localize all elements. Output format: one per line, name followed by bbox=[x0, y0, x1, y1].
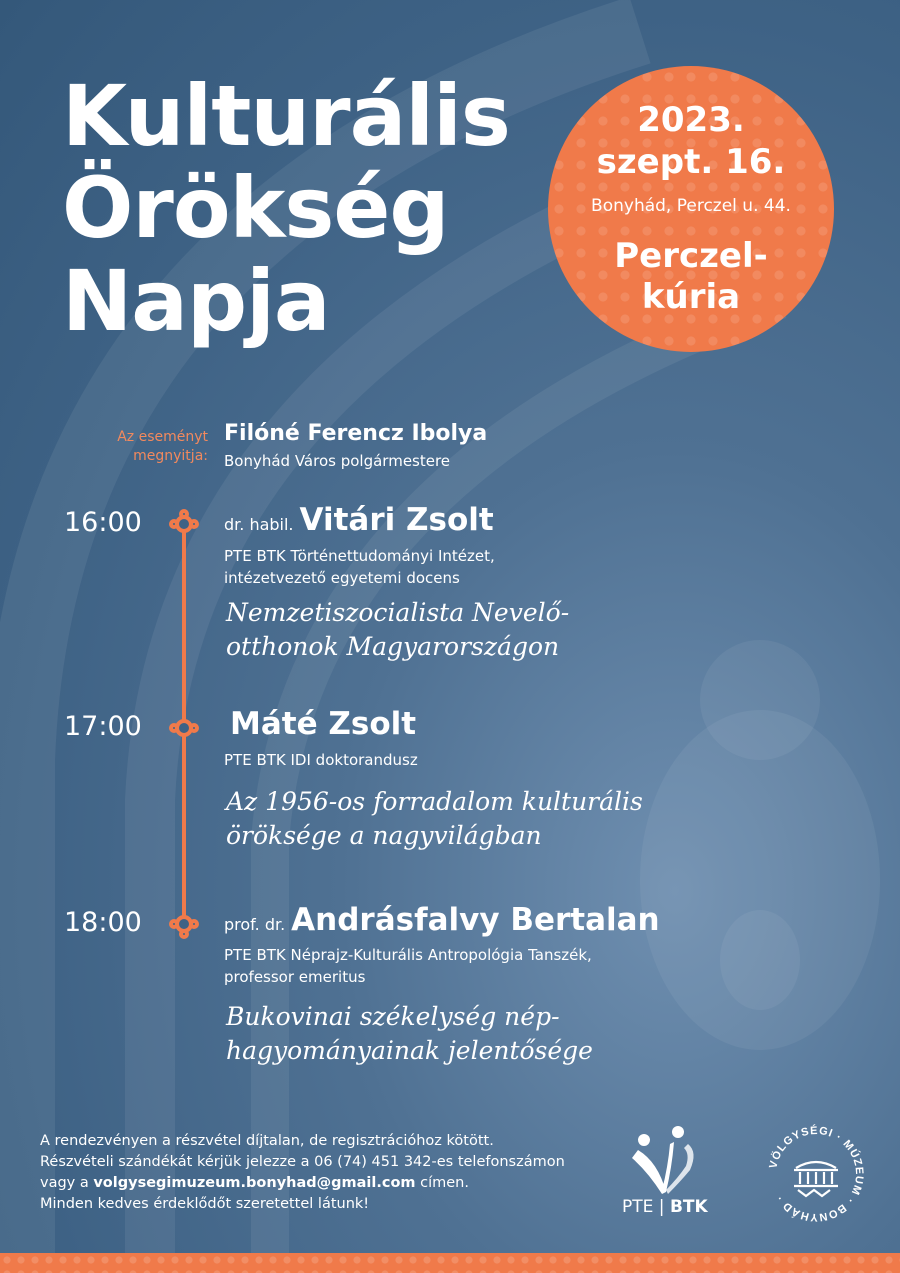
topic-line: Bukovinai székelység nép- bbox=[226, 1002, 560, 1031]
opener-label-line-1: Az eseményt bbox=[117, 429, 208, 445]
contact-email-link[interactable]: volgysegimuzeum.bonyhad@gmail.com bbox=[93, 1175, 416, 1192]
timeline-node-1800 bbox=[171, 917, 197, 937]
title-line-3: Napja bbox=[62, 251, 330, 350]
speaker-affiliation bbox=[224, 945, 592, 989]
registration-info bbox=[40, 1131, 565, 1215]
affiliation-line: intézetvezető egyetemi docens bbox=[224, 568, 460, 587]
footer-line: Minden kedves érdeklődőt szeretettel látunk! bbox=[40, 1196, 370, 1213]
event-venue bbox=[548, 236, 834, 318]
timeline-node-1600 bbox=[171, 511, 197, 531]
museum-ring-text: VÖLGYSÉGI · MÚZEUM · BONYHÁD · bbox=[767, 1124, 866, 1224]
event-year: 2023. bbox=[637, 100, 745, 140]
lecture-topic bbox=[226, 596, 569, 664]
volgysegi-muzeum-logo-icon bbox=[760, 1118, 872, 1230]
venue-line-2: kúria bbox=[641, 276, 741, 317]
footer-text: vagy a bbox=[40, 1175, 94, 1192]
lecture-topic bbox=[226, 1000, 593, 1068]
topic-line: öröksége a nagyvilágban bbox=[226, 820, 542, 850]
affiliation-line: PTE BTK IDI doktorandusz bbox=[224, 751, 418, 769]
topic-line: otthonok Magyarországon bbox=[226, 631, 560, 661]
lecture-topic bbox=[226, 785, 643, 853]
poster-title bbox=[62, 67, 510, 350]
venue-line-1: Perczel- bbox=[614, 236, 768, 276]
opener-label-line-2: megnyitja: bbox=[133, 447, 208, 464]
speaker-name-text: Vitári Zsolt bbox=[299, 502, 494, 538]
speaker-name bbox=[224, 706, 416, 742]
session-time: 17:00 bbox=[64, 711, 142, 742]
speaker-name-text: Andrásfalvy Bertalan bbox=[291, 902, 660, 938]
footer-line: Részvételi szándékát kérjük jelezze a 06 (74) 451 342-es telefonszámon bbox=[40, 1154, 565, 1171]
opener-role: Bonyhád Város polgármestere bbox=[224, 452, 451, 470]
session-time: 16:00 bbox=[64, 507, 142, 538]
opener-label bbox=[60, 428, 208, 466]
footer-line bbox=[40, 1173, 565, 1194]
topic-line: Nemzetiszocialista Nevelő- bbox=[226, 598, 570, 627]
btk-label: BTK bbox=[669, 1197, 708, 1217]
pte-btk-wordmark bbox=[622, 1197, 708, 1217]
topic-line: hagyományainak jelentősége bbox=[226, 1035, 593, 1065]
affiliation-line: PTE BTK Néprajz-Kulturális Antropológia Tanszék, bbox=[224, 946, 592, 964]
event-address: Bonyhád, Perczel u. 44. bbox=[591, 196, 791, 216]
affiliation-line: professor emeritus bbox=[224, 967, 366, 986]
affiliation-line: PTE BTK Történettudományi Intézet, bbox=[224, 547, 495, 565]
footer-text: címen. bbox=[415, 1175, 469, 1192]
speaker-title-prefix: dr. habil. bbox=[224, 515, 294, 534]
decorative-bottom-strip bbox=[0, 1253, 900, 1273]
date-venue-badge bbox=[548, 66, 834, 352]
pte-separator: | bbox=[658, 1197, 665, 1217]
speaker-affiliation bbox=[224, 750, 418, 772]
event-date: szept. 16. bbox=[596, 142, 786, 182]
session-time: 18:00 bbox=[64, 907, 142, 938]
pte-label: PTE bbox=[622, 1197, 654, 1217]
speaker-name-text: Máté Zsolt bbox=[230, 706, 417, 742]
title-line-2: Örökség bbox=[62, 159, 449, 258]
speaker-name bbox=[224, 902, 660, 938]
speaker-affiliation bbox=[224, 546, 495, 590]
speaker-name bbox=[224, 502, 494, 538]
speaker-title-prefix: prof. dr. bbox=[224, 915, 286, 934]
footer-line: A rendezvényen a részvétel díjtalan, de regisztrációhoz kötött. bbox=[40, 1133, 494, 1149]
title-line-1: Kulturális bbox=[62, 67, 510, 165]
timeline-node-1700 bbox=[171, 721, 197, 735]
topic-line: Az 1956-os forradalom kulturális bbox=[226, 787, 643, 816]
opener-name: Filóné Ferencz Ibolya bbox=[224, 421, 488, 446]
